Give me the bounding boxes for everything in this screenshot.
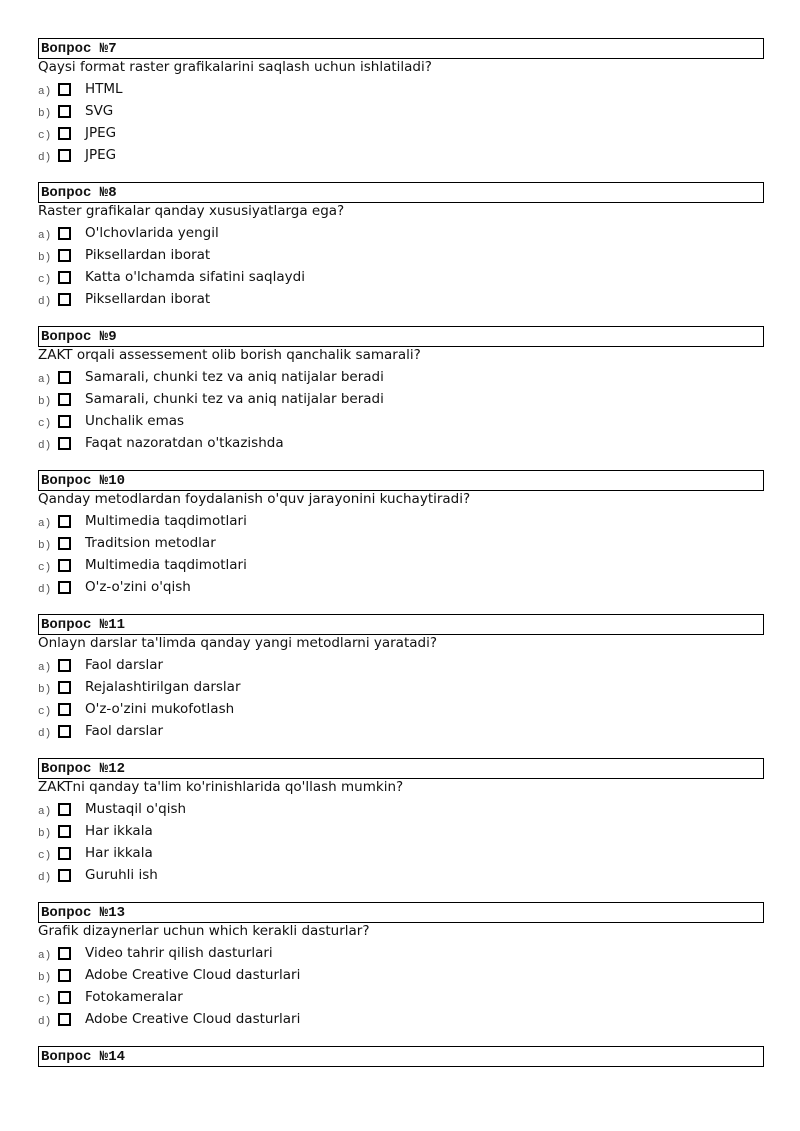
answer-option[interactable] <box>38 842 764 864</box>
checkbox-icon[interactable] <box>58 825 71 838</box>
option-label: HTML <box>85 80 123 97</box>
option-label: Har ikkala <box>85 822 153 839</box>
answer-option[interactable] <box>38 676 764 698</box>
option-label: Mustaqil o'qish <box>85 800 187 817</box>
question-block <box>38 902 764 1030</box>
question-header: Вопрос №8 <box>38 182 764 203</box>
answer-option[interactable] <box>38 266 764 288</box>
option-letter: c) <box>38 994 52 1006</box>
answer-option[interactable] <box>38 986 764 1008</box>
question-text: Onlayn darslar ta'limda qanday yangi metodlarni yaratadi? <box>38 635 437 651</box>
option-letter: c) <box>38 706 52 718</box>
option-label: Rejalashtirilgan darslar <box>85 678 241 695</box>
answer-option[interactable] <box>38 654 764 676</box>
question-text: Qaysi format raster grafikalarini saqlash uchun ishlatiladi? <box>38 59 432 75</box>
option-label: O'z-o'zini o'qish <box>85 578 191 595</box>
answer-option[interactable] <box>38 510 764 532</box>
checkbox-icon[interactable] <box>58 105 71 118</box>
checkbox-icon[interactable] <box>58 969 71 982</box>
answer-option[interactable] <box>38 864 764 886</box>
question-block <box>38 614 764 742</box>
option-label: Katta o'lchamda sifatini saqlaydi <box>85 268 305 285</box>
option-letter: d) <box>38 152 52 164</box>
answer-option[interactable] <box>38 366 764 388</box>
option-letter: c) <box>38 418 52 430</box>
checkbox-icon[interactable] <box>58 437 71 450</box>
question-header: Вопрос №14 <box>38 1046 764 1067</box>
answer-option[interactable] <box>38 942 764 964</box>
question-header: Вопрос №13 <box>38 902 764 923</box>
question-header: Вопрос №12 <box>38 758 764 779</box>
option-label: Faol darslar <box>85 656 164 673</box>
checkbox-icon[interactable] <box>58 559 71 572</box>
checkbox-icon[interactable] <box>58 803 71 816</box>
option-letter: c) <box>38 850 52 862</box>
checkbox-icon[interactable] <box>58 725 71 738</box>
checkbox-icon[interactable] <box>58 271 71 284</box>
question-block <box>38 38 764 166</box>
question-block <box>38 182 764 310</box>
question-header: Вопрос №11 <box>38 614 764 635</box>
checkbox-icon[interactable] <box>58 537 71 550</box>
answer-option[interactable] <box>38 122 764 144</box>
checkbox-icon[interactable] <box>58 681 71 694</box>
option-letter: b) <box>38 684 52 696</box>
answer-option[interactable] <box>38 820 764 842</box>
option-letter: c) <box>38 274 52 286</box>
option-letter: b) <box>38 396 52 408</box>
checkbox-icon[interactable] <box>58 581 71 594</box>
answer-option[interactable] <box>38 144 764 166</box>
answer-option[interactable] <box>38 78 764 100</box>
option-label: Samarali, chunki tez va aniq natijalar beradi <box>85 368 384 385</box>
question-text: ZAKTni qanday ta'lim ko'rinishlarida qo'llash mumkin? <box>38 779 404 795</box>
question-block <box>38 1046 764 1067</box>
quiz-page <box>38 38 764 1083</box>
option-letter: b) <box>38 972 52 984</box>
answer-option[interactable] <box>38 388 764 410</box>
checkbox-icon[interactable] <box>58 227 71 240</box>
checkbox-icon[interactable] <box>58 1013 71 1026</box>
checkbox-icon[interactable] <box>58 415 71 428</box>
checkbox-icon[interactable] <box>58 249 71 262</box>
question-text: Raster grafikalar qanday xususiyatlarga ega? <box>38 203 345 219</box>
option-letter: d) <box>38 440 52 452</box>
answer-option[interactable] <box>38 532 764 554</box>
checkbox-icon[interactable] <box>58 869 71 882</box>
answer-option[interactable] <box>38 410 764 432</box>
answer-option[interactable] <box>38 100 764 122</box>
option-letter: b) <box>38 252 52 264</box>
option-letter: d) <box>38 872 52 884</box>
option-label: O'lchovlarida yengil <box>85 224 219 241</box>
option-label: Piksellardan iborat <box>85 290 211 307</box>
option-letter: a) <box>38 662 52 674</box>
checkbox-icon[interactable] <box>58 83 71 96</box>
option-label: Faqat nazoratdan o'tkazishda <box>85 434 284 451</box>
checkbox-icon[interactable] <box>58 659 71 672</box>
option-label: JPEG <box>85 146 117 163</box>
answer-option[interactable] <box>38 554 764 576</box>
option-label: Samarali, chunki tez va aniq natijalar beradi <box>85 390 384 407</box>
checkbox-icon[interactable] <box>58 393 71 406</box>
question-block <box>38 758 764 886</box>
option-letter: d) <box>38 296 52 308</box>
answer-option[interactable] <box>38 698 764 720</box>
checkbox-icon[interactable] <box>58 293 71 306</box>
checkbox-icon[interactable] <box>58 991 71 1004</box>
answer-option[interactable] <box>38 720 764 742</box>
question-block <box>38 470 764 598</box>
question-header: Вопрос №9 <box>38 326 764 347</box>
checkbox-icon[interactable] <box>58 515 71 528</box>
answer-option[interactable] <box>38 964 764 986</box>
question-text: Grafik dizaynerlar uchun which kerakli dasturlar? <box>38 923 370 939</box>
option-letter: a) <box>38 518 52 530</box>
option-letter: a) <box>38 806 52 818</box>
option-letter: d) <box>38 584 52 596</box>
question-header: Вопрос №7 <box>38 38 764 59</box>
option-letter: a) <box>38 374 52 386</box>
option-letter: a) <box>38 950 52 962</box>
answer-option[interactable] <box>38 244 764 266</box>
answer-option[interactable] <box>38 288 764 310</box>
option-label: Unchalik emas <box>85 412 185 429</box>
checkbox-icon[interactable] <box>58 703 71 716</box>
option-label: Har ikkala <box>85 844 153 861</box>
option-label: Video tahrir qilish dasturlari <box>85 944 273 961</box>
option-letter: b) <box>38 108 52 120</box>
option-label: Traditsion metodlar <box>85 534 216 551</box>
answer-option[interactable] <box>38 432 764 454</box>
question-block <box>38 326 764 454</box>
option-label: Adobe Creative Cloud dasturlari <box>85 966 301 983</box>
option-label: Adobe Creative Cloud dasturlari <box>85 1010 301 1027</box>
option-label: Faol darslar <box>85 722 164 739</box>
option-label: Multimedia taqdimotlari <box>85 556 247 573</box>
checkbox-icon[interactable] <box>58 127 71 140</box>
option-label: Fotokameralar <box>85 988 183 1005</box>
option-label: JPEG <box>85 124 117 141</box>
option-label: Multimedia taqdimotlari <box>85 512 247 529</box>
answer-option[interactable] <box>38 1008 764 1030</box>
answer-option[interactable] <box>38 576 764 598</box>
option-letter: c) <box>38 130 52 142</box>
option-letter: b) <box>38 828 52 840</box>
option-label: O'z-o'zini mukofotlash <box>85 700 235 717</box>
question-text: Qanday metodlardan foydalanish o'quv jarayonini kuchaytiradi? <box>38 491 471 507</box>
question-header: Вопрос №10 <box>38 470 764 491</box>
checkbox-icon[interactable] <box>58 149 71 162</box>
question-text: ZAKT orqali assessement olib borish qanchalik samarali? <box>38 347 421 363</box>
checkbox-icon[interactable] <box>58 847 71 860</box>
option-letter: d) <box>38 1016 52 1028</box>
option-letter: d) <box>38 728 52 740</box>
checkbox-icon[interactable] <box>58 371 71 384</box>
option-letter: a) <box>38 86 52 98</box>
option-label: Piksellardan iborat <box>85 246 211 263</box>
option-letter: a) <box>38 230 52 242</box>
answer-option[interactable] <box>38 798 764 820</box>
answer-option[interactable] <box>38 222 764 244</box>
option-letter: b) <box>38 540 52 552</box>
option-label: SVG <box>85 102 114 119</box>
option-label: Guruhli ish <box>85 866 158 883</box>
checkbox-icon[interactable] <box>58 947 71 960</box>
option-letter: c) <box>38 562 52 574</box>
